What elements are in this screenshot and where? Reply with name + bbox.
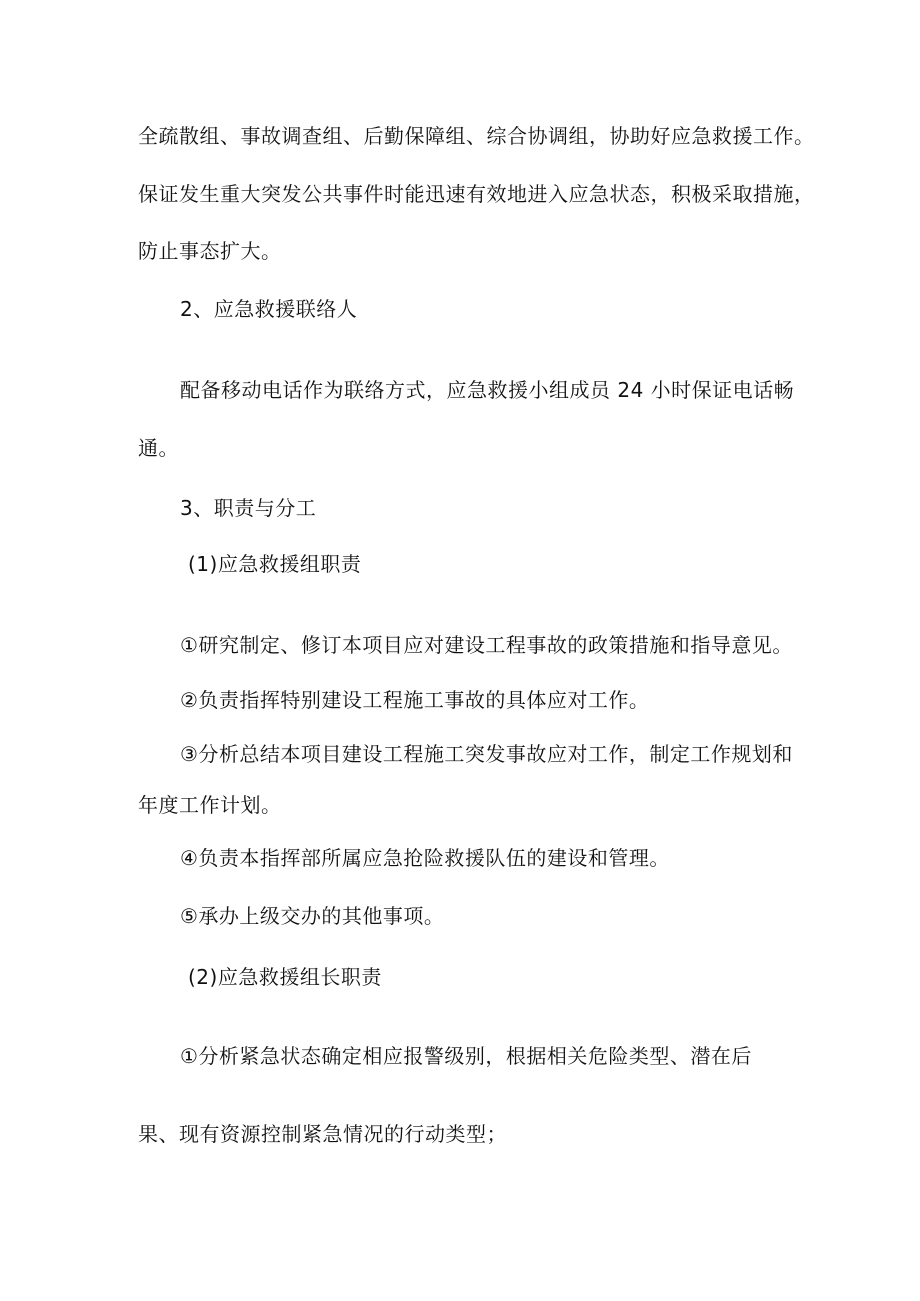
paragraph-line: 保证发生重大突发公共事件时能迅速有效地进入应急状态，积极采取措施， xyxy=(138,182,815,206)
list-item: ①分析紧急状态确定相应报警级别，根据相关危险类型、潜在后 xyxy=(180,1044,752,1068)
paragraph-line: 全疏散组、事故调查组、后勤保障组、综合协调组，协助好应急救援工作。 xyxy=(138,124,815,148)
list-item: ⑤承办上级交办的其他事项。 xyxy=(180,904,445,928)
list-item: ③分析总结本项目建设工程施工突发事故应对工作，制定工作规划和 xyxy=(180,742,793,766)
section-heading: 3、职责与分工 xyxy=(180,496,317,520)
list-item: ②负责指挥特别建设工程施工事故的具体应对工作。 xyxy=(180,688,650,712)
paragraph-line: 防止事态扩大。 xyxy=(138,239,282,263)
list-item-continuation: 果、现有资源控制紧急情况的行动类型； xyxy=(138,1122,507,1146)
paragraph-line: 通。 xyxy=(138,436,179,460)
list-item: ④负责本指挥部所属应急抢险救援队伍的建设和管理。 xyxy=(180,846,670,870)
list-item: ①研究制定、修订本项目应对建设工程事故的政策措施和指导意见。 xyxy=(180,633,793,657)
subsection-heading: (1)应急救援组职责 xyxy=(188,552,362,576)
list-item-continuation: 年度工作计划。 xyxy=(138,793,282,817)
paragraph-line: 配备移动电话作为联络方式，应急救援小组成员 24 小时保证电话畅 xyxy=(180,378,795,402)
section-heading: 2、应急救援联络人 xyxy=(180,297,358,321)
subsection-heading: (2)应急救援组长职责 xyxy=(188,965,382,989)
